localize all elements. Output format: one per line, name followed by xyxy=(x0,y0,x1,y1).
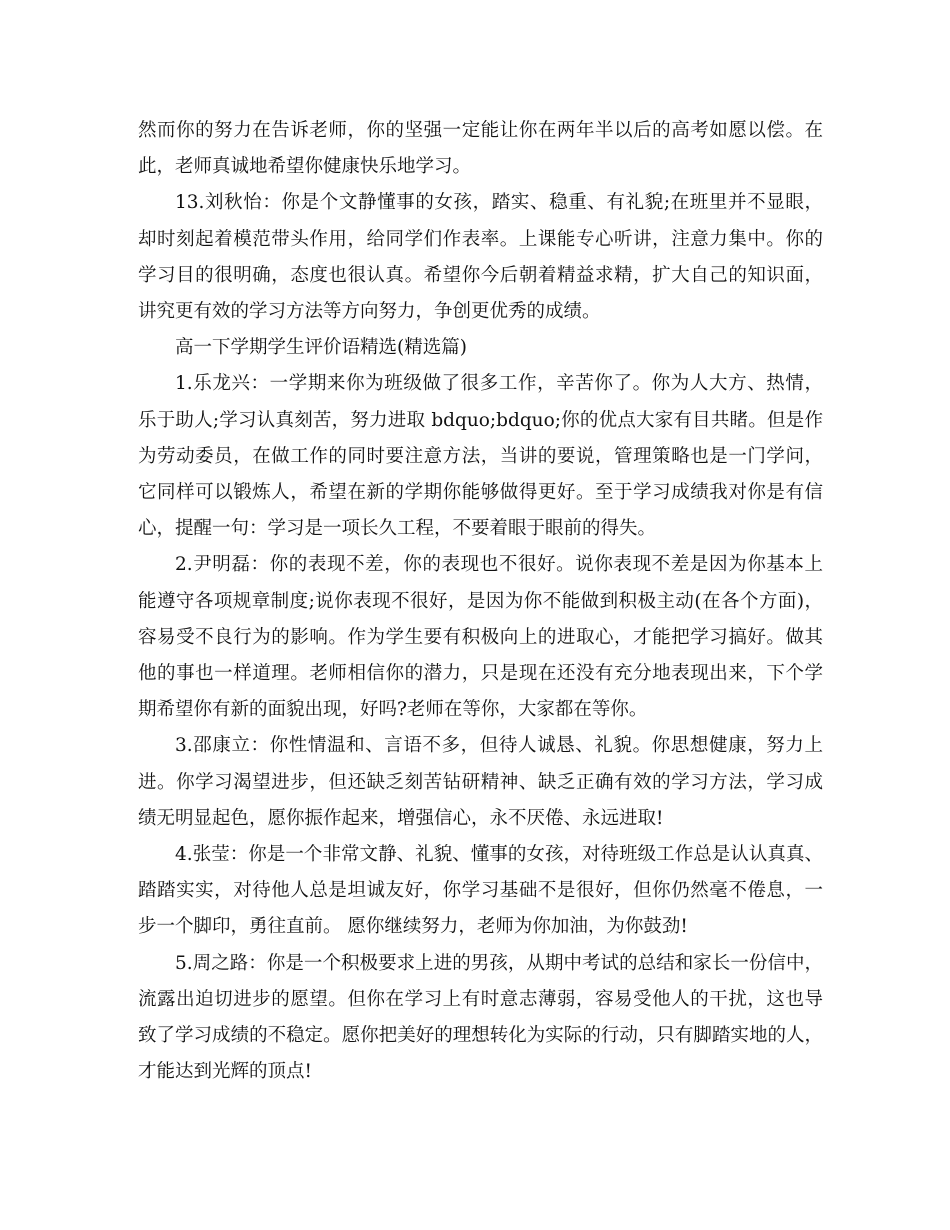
paragraph-student-4 xyxy=(138,837,823,946)
text-line: 期希望你有新的面貌出现，好吗?老师在等你，大家都在等你。 xyxy=(138,699,648,721)
section-title: 高一下学期学生评价语精选(精选篇) xyxy=(175,337,467,359)
paragraph-student-2 xyxy=(138,547,823,728)
text-line: 才能达到光辉的顶点! xyxy=(138,1061,312,1083)
paragraph-continuation xyxy=(138,113,823,185)
paragraph-student-3 xyxy=(138,728,823,837)
text-line: 为劳动委员，在做工作的同时要注意方法，当讲的要说，管理策略也是一门学问， xyxy=(138,445,823,467)
text-line: 容易受不良行为的影响。作为学生要有积极向上的进取心，才能把学习搞好。做其 xyxy=(138,626,823,648)
text-line: 步一个脚印，勇往直前。 愿你继续努力，老师为你加油，为你鼓劲! xyxy=(138,916,688,938)
text-line: 3.邵康立：你性情温和、言语不多，但待人诚恳、礼貌。你思想健康，努力上 xyxy=(175,735,823,757)
text-line: 5.周之路：你是一个积极要求上进的男孩，从期中考试的总结和家长一份信中， xyxy=(175,952,823,974)
text-line: 13.刘秋怡：你是个文静懂事的女孩，踏实、稳重、有礼貌;在班里并不显眼， xyxy=(175,192,823,214)
text-line: 4.张莹：你是一个非常文静、礼貌、懂事的女孩，对待班级工作总是认认真真、 xyxy=(175,844,823,866)
text-line: 流露出迫切进步的愿望。但你在学习上有时意志薄弱，容易受他人的干扰，这也导 xyxy=(138,988,823,1010)
text-line: 然而你的努力在告诉老师，你的坚强一定能让你在两年半以后的高考如愿以偿。在 xyxy=(138,120,823,141)
paragraph-student-5 xyxy=(138,946,823,1091)
text-line: 此，老师真诚地希望你健康快乐地学习。 xyxy=(138,156,472,178)
text-line: 讲究更有效的学习方法等方向努力，争创更优秀的成绩。 xyxy=(138,301,601,323)
text-line: 它同样可以锻炼人，希望在新的学期你能够做得更好。至于学习成绩我对你是有信 xyxy=(138,482,823,504)
text-line: 心，提醒一句：学习是一项长久工程，不要着眼于眼前的得失。 xyxy=(138,518,657,540)
text-line: 致了学习成绩的不稳定。愿你把美好的理想转化为实际的行动，只有脚踏实地的人， xyxy=(138,1025,823,1047)
paragraph-student-13 xyxy=(138,185,823,330)
text-line: 乐于助人;学习认真刻苦，努力进取 bdquo;bdquo;你的优点大家有目共睹。但是作 xyxy=(138,409,823,431)
text-line: 踏踏实实，对待他人总是坦诚友好，你学习基础不是很好，但你仍然毫不倦息，一 xyxy=(138,880,823,902)
text-line: 能遵守各项规章制度;说你表现不很好，是因为你不能做到积极主动(在各个方面)， xyxy=(138,590,823,612)
text-line: 绩无明显起色，愿你振作起来，增强信心，永不厌倦、永远进取! xyxy=(138,807,664,829)
text-line: 2.尹明磊：你的表现不差，你的表现也不很好。说你表现不差是因为你基本上 xyxy=(175,554,823,576)
text-line: 学习目的很明确，态度也很认真。希望你今后朝着精益求精，扩大自己的知识面， xyxy=(138,264,823,286)
text-line: 进。你学习渴望进步，但还缺乏刻苦钻研精神、缺乏正确有效的学习方法，学习成 xyxy=(138,771,823,793)
text-line: 他的事也一样道理。老师相信你的潜力，只是现在还没有充分地表现出来，下个学 xyxy=(138,663,823,685)
paragraph-student-1 xyxy=(138,366,823,547)
section-heading xyxy=(138,330,823,366)
text-line: 却时刻起着模范带头作用，给同学们作表率。上课能专心听讲，注意力集中。你的 xyxy=(138,228,823,250)
text-line: 1.乐龙兴：一学期来你为班级做了很多工作，辛苦你了。你为人大方、热情， xyxy=(175,373,823,395)
document-body xyxy=(138,113,823,1090)
